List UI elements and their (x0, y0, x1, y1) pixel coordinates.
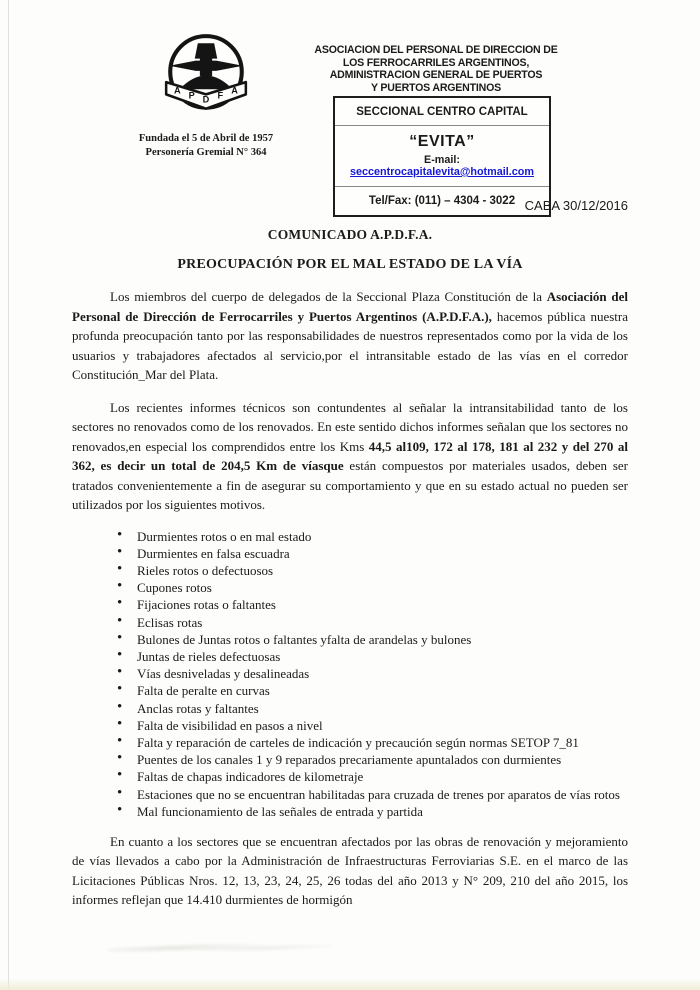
founded-line: Fundada el 5 de Abril de 1957 (138, 133, 274, 144)
list-item: • Durmientes en falsa escuadra (115, 545, 628, 562)
scan-smudge-artifact (108, 936, 333, 960)
org-name-line: LOS FERROCARRILES ARGENTINOS, (342, 56, 530, 69)
logo-letter: F (217, 90, 224, 101)
apdfa-logo-icon (157, 30, 255, 124)
list-item: • Eclisas rotas (115, 614, 628, 631)
list-item: • Falta de peralte en curvas (115, 682, 628, 699)
contact-box (333, 96, 551, 217)
document-date: CABA 30/12/2016 (524, 198, 628, 213)
logo-letter: A (174, 85, 181, 96)
list-item: • Bulones de Juntas rotos o faltantes yfalta de arandelas y bulones (115, 631, 628, 648)
logo-letter: D (202, 94, 210, 105)
document-title: COMUNICADO A.P.D.F.A. (267, 227, 433, 242)
list-item: • Juntas de rieles defectuosas (115, 648, 628, 665)
paragraph: Los miembros del cuerpo de delegados de la Seccional Plaza Constitución de la Asociación del Personal de Dirección de Ferrocarriles y Puertos Argentinos (A.P.D.F.A.), hacemos pública nuestra profunda preocupación tanto por las responsabilidades de nuestros representados como por la vida de los usuarios y trabajadores afectados al servicio,por el intransitable estado de las vías en el corredor Constitución_Mar del Plata. (72, 289, 628, 382)
list-item: • Mal funcionamiento de las señales de entrada y partida (115, 803, 628, 820)
telfax-line: Tel/Fax: (011) – 4304 - 3022 (368, 195, 516, 207)
list-item: • Rieles rotos o defectuosos (115, 562, 628, 579)
org-name-line: Y PUERTOS ARGENTINOS (370, 81, 501, 94)
paragraph: Los recientes informes técnicos son contundentes al señalar la intransitabilidad tanto de los sectores no renovados como de los renovados. En este sentido dichos informes señalan que los sectores no renovados,en especial los comprendidos entre los Kms 44,5 al109, 172 al 178, 181 al 232 y del 270 al 362, es decir un total de 204,5 Km de víasque están compuestos por materiales usados, deben ser tratados convenientemente a fin de asegurar su comportamiento y que en su estado actual no pueden ser utilizados por los siguientes motivos. (72, 399, 628, 512)
scan-bottom-artifact (0, 978, 700, 990)
organization-name (308, 44, 564, 94)
logo-letter: A (231, 85, 238, 96)
org-name-line: ASOCIACION DEL PERSONAL DE DIRECCION DE (314, 44, 558, 56)
list-item: • Faltas de chapas indicadores de kilometraje (115, 768, 628, 785)
list-item: • Anclas rotas y faltantes (115, 700, 628, 717)
paragraph: En cuanto a los sectores que se encuentran afectados por las obras de renovación y mejoramiento de vías llevados a cabo por la Administración de Infraestructuras Ferroviarias S.E. en el marco de las Licitaciones Públicas Nros. 12, 13, 23, 24, 25, 26 todas del año 2013 y N° 209, 210 del año 2015, los informes reflejan que 14.410 durmientes de hormigón (72, 833, 628, 908)
org-name-line: ADMINISTRACION GENERAL DE PUERTOS (329, 69, 543, 81)
registration-line: Personería Gremial N° 364 (145, 147, 267, 158)
list-item: • Cupones rotos (115, 579, 628, 596)
section-nickname: “EVITA” (409, 133, 475, 150)
logo-letter: P (188, 90, 195, 101)
defects-list (72, 528, 628, 820)
list-item: • Falta y reparación de carteles de indicación y precaución según normas SETOP 7_81 (115, 734, 628, 751)
email-address: seccentrocapitalevita@hotmail.com (350, 166, 534, 178)
document-subtitle: PREOCUPACIÓN POR EL MAL ESTADO DE LA VÍA (177, 257, 523, 272)
document-body (72, 287, 628, 910)
list-item: • Estaciones que no se encuentran habilitadas para cruzada de trenes por aparatos de vías rotos (115, 786, 628, 803)
list-item: • Durmientes rotos o en mal estado (115, 528, 628, 545)
email-label: E-mail: (424, 154, 460, 166)
list-item: • Puentes de los canales 1 y 9 reparados precariamente apuntalados con durmientes (115, 751, 628, 768)
list-item: • Vías desniveladas y desalineadas (115, 665, 628, 682)
logo-block (116, 30, 296, 160)
list-item: • Falta de visibilidad en pasos a nivel (115, 717, 628, 734)
list-item: • Fijaciones rotas o faltantes (115, 596, 628, 613)
letterhead (0, 0, 700, 212)
section-name: SECCIONAL CENTRO CAPITAL (335, 98, 549, 126)
